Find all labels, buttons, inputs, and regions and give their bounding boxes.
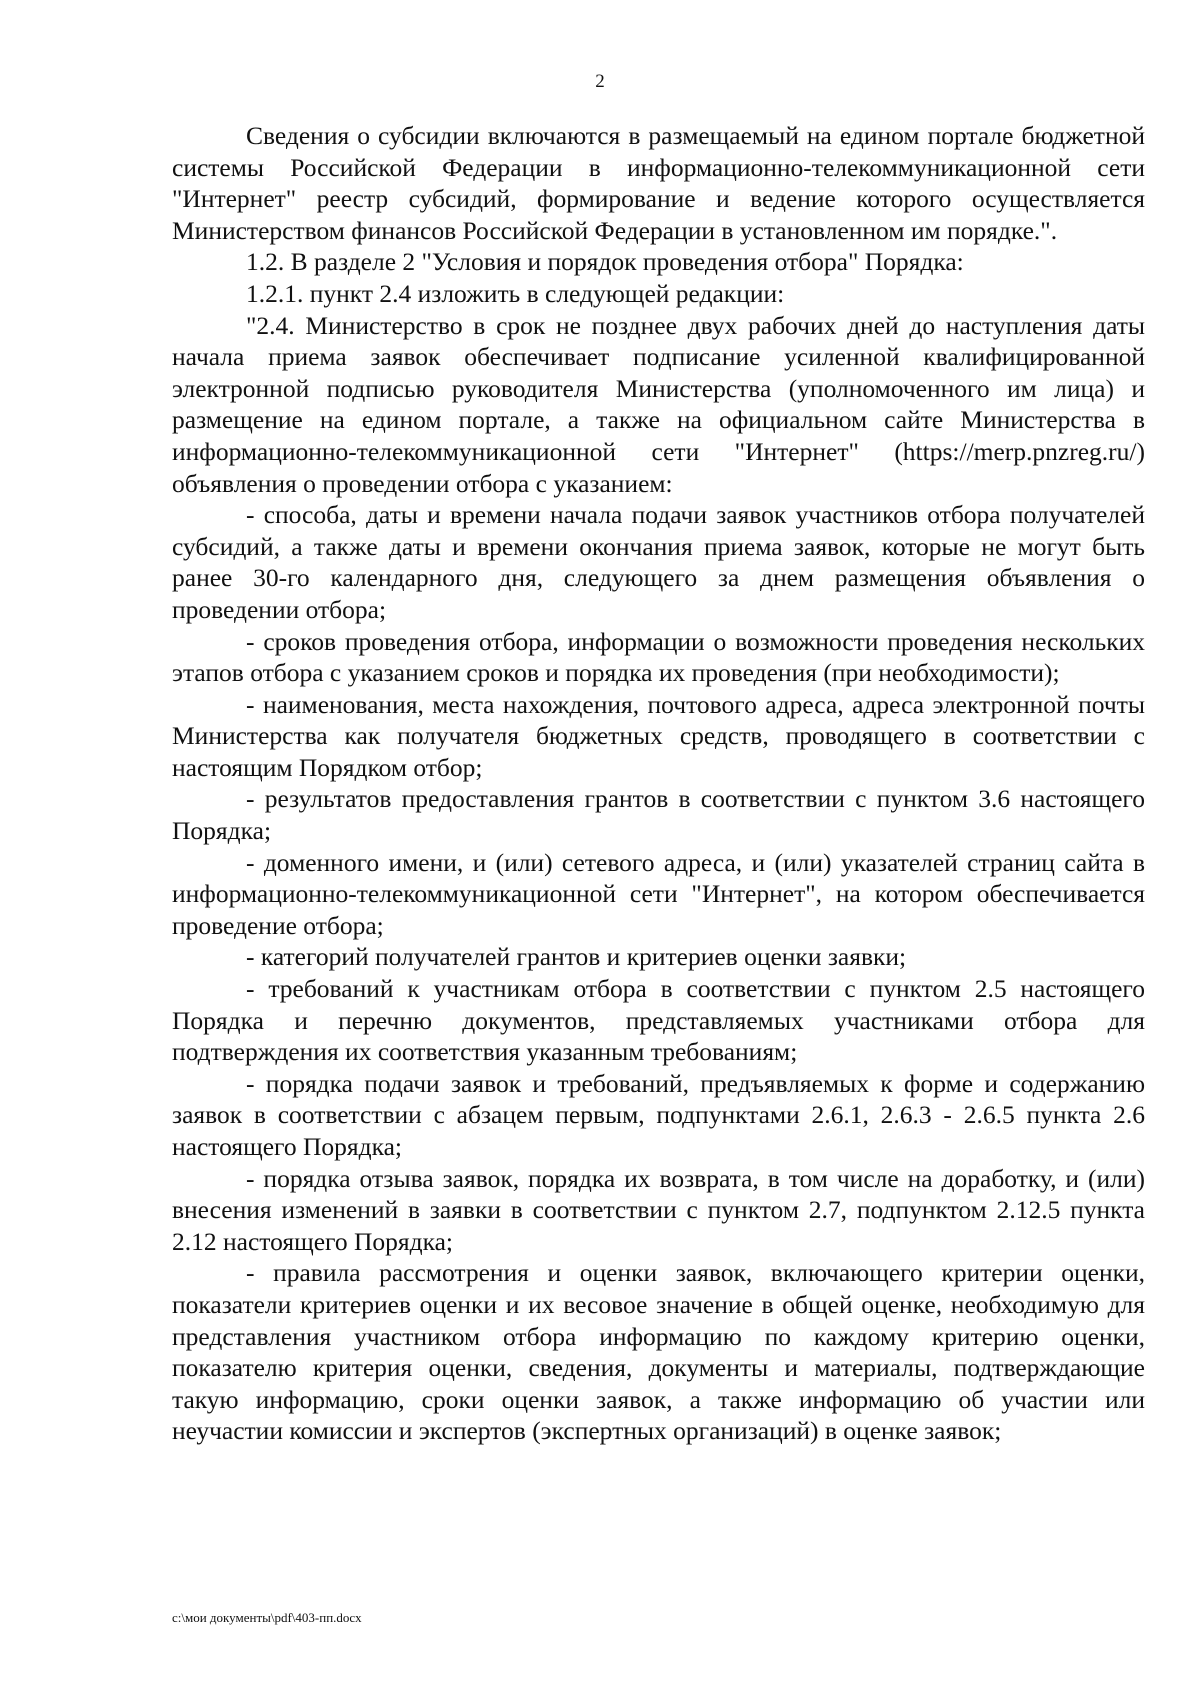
list-item: - порядка отзыва заявок, порядка их возврата, в том числе на доработку, и (или) внесения изменений в заявки в соответствии с пунктом 2.7, подпунктом 2.12.5 пункта 2.12 настоящего Порядка; bbox=[172, 1163, 1145, 1256]
footer-file-path: c:\мои документы\pdf\403-пп.docx bbox=[172, 1610, 362, 1625]
paragraph-subsidy-info: Сведения о субсидии включаются в размещаемый на едином портале бюджетной системы Российской Федерации в информационно-телекоммуникационной сети "Интернет" реестр субсидий, формирование и ведение которого осуществляется Министерством финансов Российской Федерации в установленном им порядке.". bbox=[172, 121, 1145, 245]
list-item: - категорий получателей грантов и критериев оценки заявки; bbox=[246, 942, 907, 972]
list-item: - порядка подачи заявок и требований, предъявляемых к форме и содержанию заявок в соответствии с абзацем первым, подпунктами 2.6.1, 2.6.3 - 2.6.5 пункта 2.6 настоящего Порядка; bbox=[172, 1068, 1145, 1161]
list-item: - результатов предоставления грантов в соответствии с пунктом 3.6 настоящего Порядка; bbox=[172, 784, 1145, 846]
paragraph-section-2: 1.2. В разделе 2 "Условия и порядок проведения отбора" Порядка: bbox=[246, 247, 964, 277]
list-item: - правила рассмотрения и оценки заявок, включающего критерии оценки, показатели критериев оценки и их весовое значение в общей оценке, необходимую для представления участником отбора информацию по каждому критерию оценки, показателю критерия оценки, сведения, документы и материалы, подтверждающие такую информацию, сроки оценки заявок, а также информацию об участии или неучастии комиссии и экспертов (экспертных организаций) в оценке заявок; bbox=[172, 1258, 1145, 1446]
list-item: - способа, даты и времени начала подачи заявок участников отбора получателей субсидий, а также даты и времени окончания приема заявок, которые не могут быть ранее 30-го календарного дня, следующего за днем размещения объявления о проведении отбора; bbox=[172, 500, 1145, 624]
list-item: - доменного имени, и (или) сетевого адреса, и (или) указателей страниц сайта в информационно-телекоммуникационной сети "Интернет", на котором обеспечивается проведение отбора; bbox=[172, 847, 1145, 940]
list-item: - сроков проведения отбора, информации о возможности проведения нескольких этапов отбора с указанием сроков и порядка их проведения (при необходимости); bbox=[172, 626, 1145, 688]
paragraph-item-1-2-1: 1.2.1. пункт 2.4 изложить в следующей редакции: bbox=[246, 278, 785, 308]
page-number: 2 bbox=[595, 71, 605, 92]
paragraph-item-2-4: "2.4. Министерство в срок не позднее двух рабочих дней до наступления даты начала приема заявок обеспечивает подписание усиленной квалифицированной электронной подписью руководителя Министерства (уполномоченного им лица) и размещение на едином портале, а также на официальном сайте Министерства в информационно-телекоммуникационной сети "Интернет" (https://merp.pnzreg.ru/) объявления о проведении отбора с указанием: bbox=[172, 310, 1145, 498]
list-item: - наименования, места нахождения, почтового адреса, адреса электронной почты Министерства как получателя бюджетных средств, проводящего в соответствии с настоящим Порядком отбор; bbox=[172, 689, 1145, 782]
document-body bbox=[172, 120, 1145, 1447]
list-item: - требований к участникам отбора в соответствии с пунктом 2.5 настоящего Порядка и перечню документов, представляемых участниками отбора для подтверждения их соответствия указанным требованиям; bbox=[172, 974, 1145, 1067]
